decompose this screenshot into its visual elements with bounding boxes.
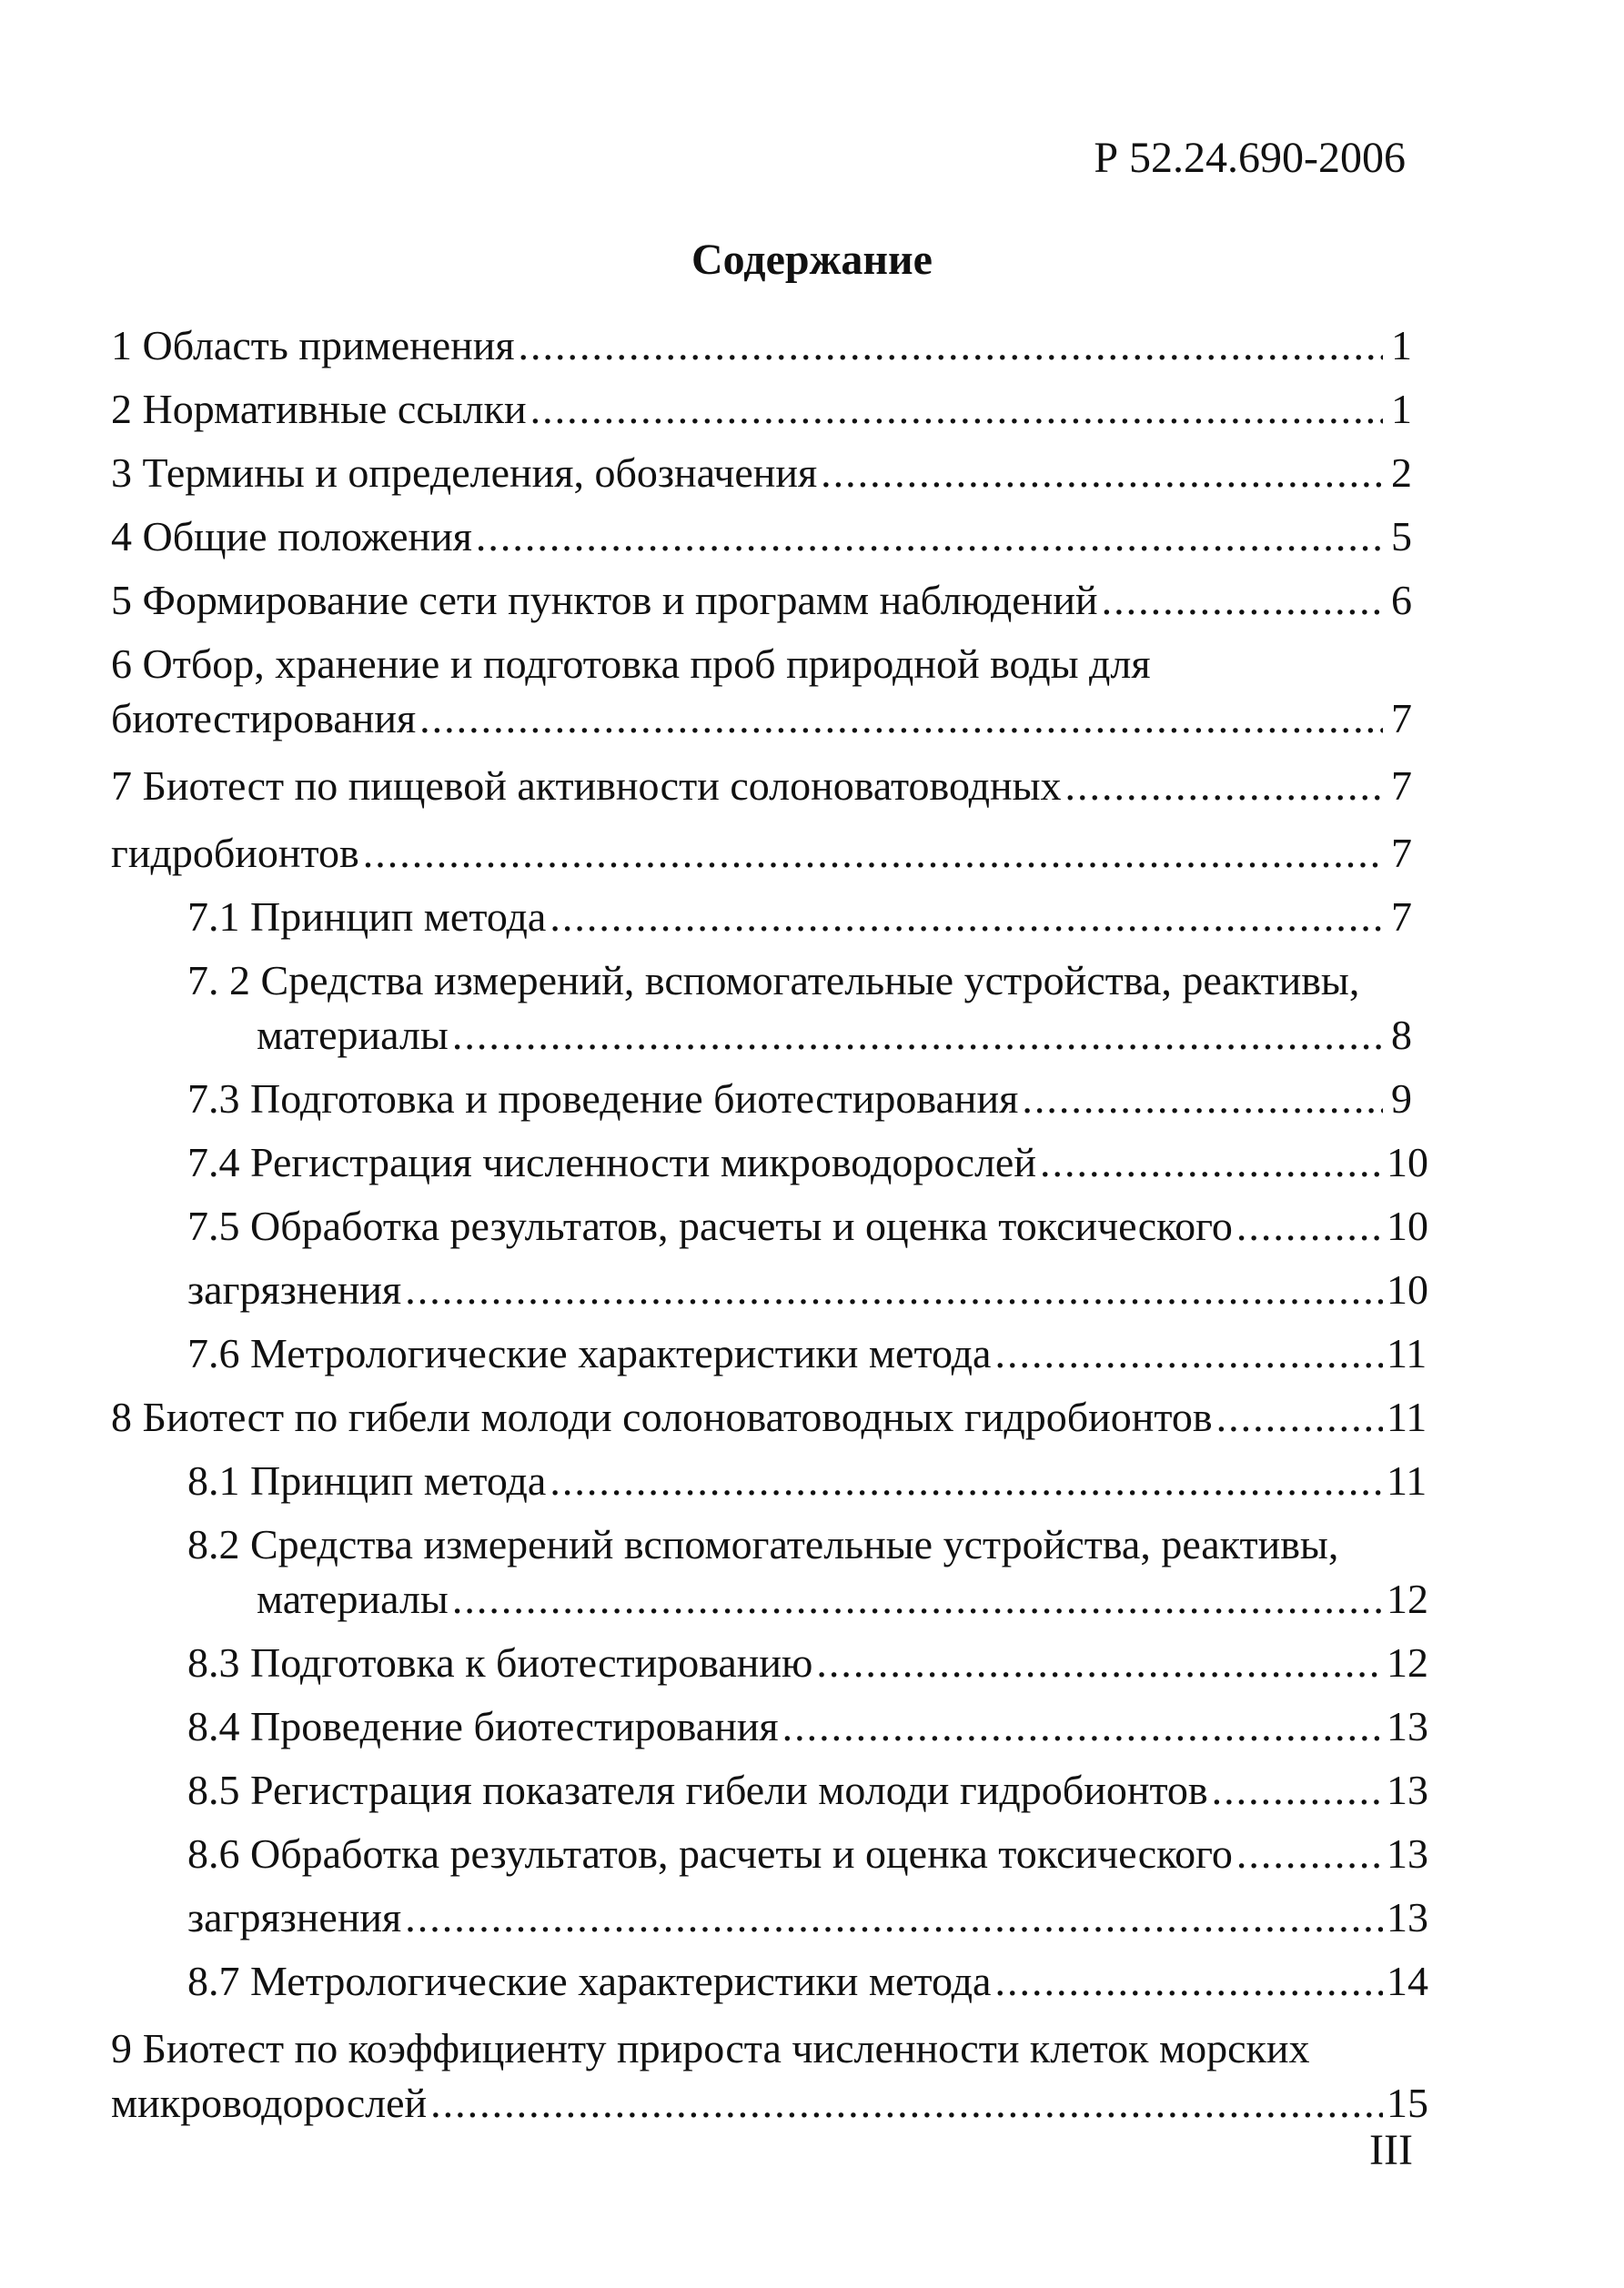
toc-entry-7-2[interactable] <box>257 1008 1412 1063</box>
dot-leader <box>1040 1135 1383 1190</box>
toc-entry-label: 8.6 Обработка результатов, расчеты и оценка токсического <box>187 1830 1233 1877</box>
toc-entry-label: загрязнения <box>187 1894 402 1940</box>
toc-entry-label: загрязнения <box>187 1266 402 1313</box>
toc-entry-page: 6 <box>1391 577 1412 623</box>
toc-entry-8-6[interactable] <box>187 1827 1428 1881</box>
toc-entry-label: биотестирования <box>111 695 417 741</box>
toc-entry-page: 15 <box>1387 2080 1428 2126</box>
dot-leader <box>405 1890 1383 1945</box>
dot-leader <box>994 1326 1383 1381</box>
toc-entry-1[interactable] <box>111 318 1412 373</box>
dot-leader <box>519 318 1383 373</box>
toc-entry-label: 8.4 Проведение биотестирования <box>187 1703 779 1749</box>
toc-entry-page: 5 <box>1391 513 1412 559</box>
toc-entry-label: 7.4 Регистрация численности микроводорослей <box>187 1139 1036 1185</box>
toc-entry-8[interactable] <box>111 1390 1427 1445</box>
dot-leader <box>550 890 1383 944</box>
toc-entry-7-4[interactable] <box>187 1135 1428 1190</box>
toc-entry-9[interactable] <box>111 2076 1428 2131</box>
dot-leader <box>452 1008 1383 1063</box>
dot-leader <box>816 1636 1383 1690</box>
toc-entry-label: 5 Формирование сети пунктов и программ наблюдений <box>111 577 1098 623</box>
toc-entry-label: 3 Термины и определения, обозначения <box>111 449 818 496</box>
dot-leader <box>994 1954 1383 2009</box>
toc-entry-page: 11 <box>1387 1394 1427 1440</box>
toc-entry-page: 11 <box>1387 1330 1427 1376</box>
toc-entry-label: микроводорослей <box>111 2080 428 2126</box>
toc-entry-page: 8 <box>1391 1012 1412 1058</box>
toc-entry-page: 14 <box>1387 1958 1428 2004</box>
dot-leader <box>550 1454 1383 1508</box>
dot-leader <box>1022 1072 1383 1126</box>
dot-leader <box>1065 759 1383 813</box>
toc-entry-5[interactable] <box>111 573 1412 628</box>
dot-leader <box>1236 1199 1383 1254</box>
toc-entry-2[interactable] <box>111 382 1412 437</box>
toc-entry-page: 13 <box>1387 1703 1428 1749</box>
toc-entry-page: 13 <box>1387 1767 1428 1813</box>
toc-entry-6[interactable] <box>111 691 1412 746</box>
toc-entry-label: 8.5 Регистрация показателя гибели молоди гидробионтов <box>187 1767 1208 1813</box>
dot-leader <box>1216 1390 1383 1445</box>
toc-entry-label: 4 Общие положения <box>111 513 472 559</box>
toc-entry-8-2-line1[interactable]: 8.2 Средства измерений вспомогательные устройства, реактивы, <box>187 1521 1339 1567</box>
toc-entry-7-3[interactable] <box>187 1072 1412 1126</box>
toc-entry-7-cont[interactable] <box>111 826 1412 881</box>
toc-entry-8-6-cont[interactable] <box>187 1890 1428 1945</box>
toc-entry-page: 12 <box>1387 1639 1428 1686</box>
toc-entry-label: 8 Биотест по гибели молоди солоноватоводных гидробионтов <box>111 1394 1213 1440</box>
table-of-contents <box>111 318 1428 2131</box>
toc-entry-7-5[interactable] <box>187 1199 1428 1254</box>
toc-entry-7-6[interactable] <box>187 1326 1427 1381</box>
toc-entry-label: 7.5 Обработка результатов, расчеты и оценка токсического <box>187 1203 1233 1249</box>
dot-leader <box>530 382 1383 437</box>
toc-entry-page: 11 <box>1387 1457 1427 1504</box>
toc-entry-8-1[interactable] <box>187 1454 1427 1508</box>
toc-entry-7[interactable] <box>111 759 1412 813</box>
toc-entry-page: 10 <box>1387 1139 1428 1185</box>
dot-leader <box>1236 1827 1383 1881</box>
toc-entry-8-5[interactable] <box>187 1763 1428 1818</box>
toc-entry-page: 10 <box>1387 1203 1428 1249</box>
document-number: Р 52.24.690-2006 <box>1094 134 1406 182</box>
toc-entry-page: 13 <box>1387 1894 1428 1940</box>
dot-leader <box>782 1699 1383 1754</box>
toc-entry-page: 7 <box>1391 893 1412 940</box>
toc-entry-page: 9 <box>1391 1075 1412 1122</box>
toc-entry-8-4[interactable] <box>187 1699 1428 1754</box>
toc-entry-3[interactable] <box>111 446 1412 500</box>
toc-entry-label: 7.3 Подготовка и проведение биотестирования <box>187 1075 1019 1122</box>
toc-entry-page: 10 <box>1387 1266 1428 1313</box>
toc-entry-label: материалы <box>257 1012 449 1058</box>
toc-entry-4[interactable] <box>111 509 1412 564</box>
dot-leader <box>452 1572 1383 1627</box>
dot-leader <box>1102 573 1383 628</box>
toc-entry-page: 7 <box>1391 830 1412 876</box>
toc-entry-page: 7 <box>1391 762 1412 809</box>
toc-entry-page: 13 <box>1387 1830 1428 1877</box>
toc-entry-label: 7.1 Принцип метода <box>187 893 547 940</box>
toc-entry-page: 1 <box>1391 386 1412 432</box>
dot-leader <box>363 826 1383 881</box>
toc-entry-label: 7 Биотест по пищевой активности солоноватоводных <box>111 762 1062 809</box>
page-title: Содержание <box>691 236 933 284</box>
toc-entry-8-3[interactable] <box>187 1636 1428 1690</box>
toc-entry-label: 2 Нормативные ссылки <box>111 386 527 432</box>
toc-entry-label: 1 Область применения <box>111 322 515 368</box>
toc-entry-7-2-line1[interactable]: 7. 2 Средства измерений, вспомогательные устройства, реактивы, <box>187 957 1360 1003</box>
dot-leader <box>476 509 1383 564</box>
toc-entry-label: материалы <box>257 1576 449 1622</box>
toc-entry-8-2[interactable] <box>257 1572 1428 1627</box>
dot-leader <box>1212 1763 1383 1818</box>
toc-entry-label: 8.1 Принцип метода <box>187 1457 547 1504</box>
dot-leader <box>405 1263 1383 1317</box>
page-number: III <box>1369 2126 1413 2174</box>
toc-entry-9-line1[interactable]: 9 Биотест по коэффициенту прироста численности клеток морских <box>111 2025 1310 2071</box>
toc-entry-page: 12 <box>1387 1576 1428 1622</box>
toc-entry-label: 8.3 Подготовка к биотестированию <box>187 1639 813 1686</box>
toc-entry-label: 7.6 Метрологические характеристики метода <box>187 1330 992 1376</box>
toc-entry-page: 7 <box>1391 695 1412 741</box>
toc-entry-page: 2 <box>1391 449 1412 496</box>
toc-entry-label: 8.7 Метрологические характеристики метода <box>187 1958 992 2004</box>
toc-entry-label: гидробионтов <box>111 830 359 876</box>
dot-leader <box>419 691 1383 746</box>
toc-entry-7-1[interactable] <box>187 890 1412 944</box>
toc-entry-6-line1[interactable]: 6 Отбор, хранение и подготовка проб природной воды для <box>111 640 1151 687</box>
toc-entry-page: 1 <box>1391 322 1412 368</box>
dot-leader <box>430 2076 1383 2131</box>
toc-entry-8-7[interactable] <box>187 1954 1428 2009</box>
dot-leader <box>821 446 1383 500</box>
toc-entry-7-5-cont[interactable] <box>187 1263 1428 1317</box>
